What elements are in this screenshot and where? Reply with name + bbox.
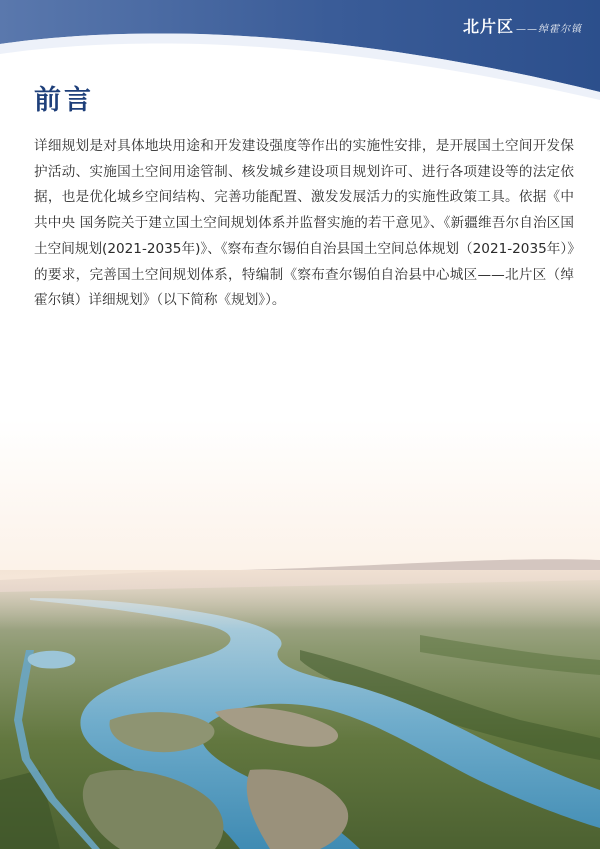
aerial-river-photo: [0, 420, 600, 849]
header-title: [463, 14, 582, 37]
header-title-main: 北片区: [462, 17, 514, 36]
header-title-sub: ——绰霍尔镇: [516, 24, 582, 35]
body-paragraph: 详细规划是对具体地块用途和开发建设强度等作出的实施性安排，是开展国土空间开发保护活动、实施国土空间用途管制、核发城乡建设项目规划许可、进行各项建设等的法定依据，也是优化城乡空间结构、完善功能配置、激发发展活力的实施性政策工具。依据《中共中央 国务院关于建立国土空间规划体系并监督实施的若干意见》、《新疆维吾尔自治区国土空间规划(2021-2035年)》、《察布查尔锡伯自治县国土空间总体规划（2021-2035年）》的要求，完善国土空间规划体系，特编制《察布查尔锡伯自治县中心城区——北片区（绰霍尔镇）详细规划》（以下简称《规划》）。: [34, 138, 574, 309]
page-heading: 前言: [34, 85, 94, 116]
